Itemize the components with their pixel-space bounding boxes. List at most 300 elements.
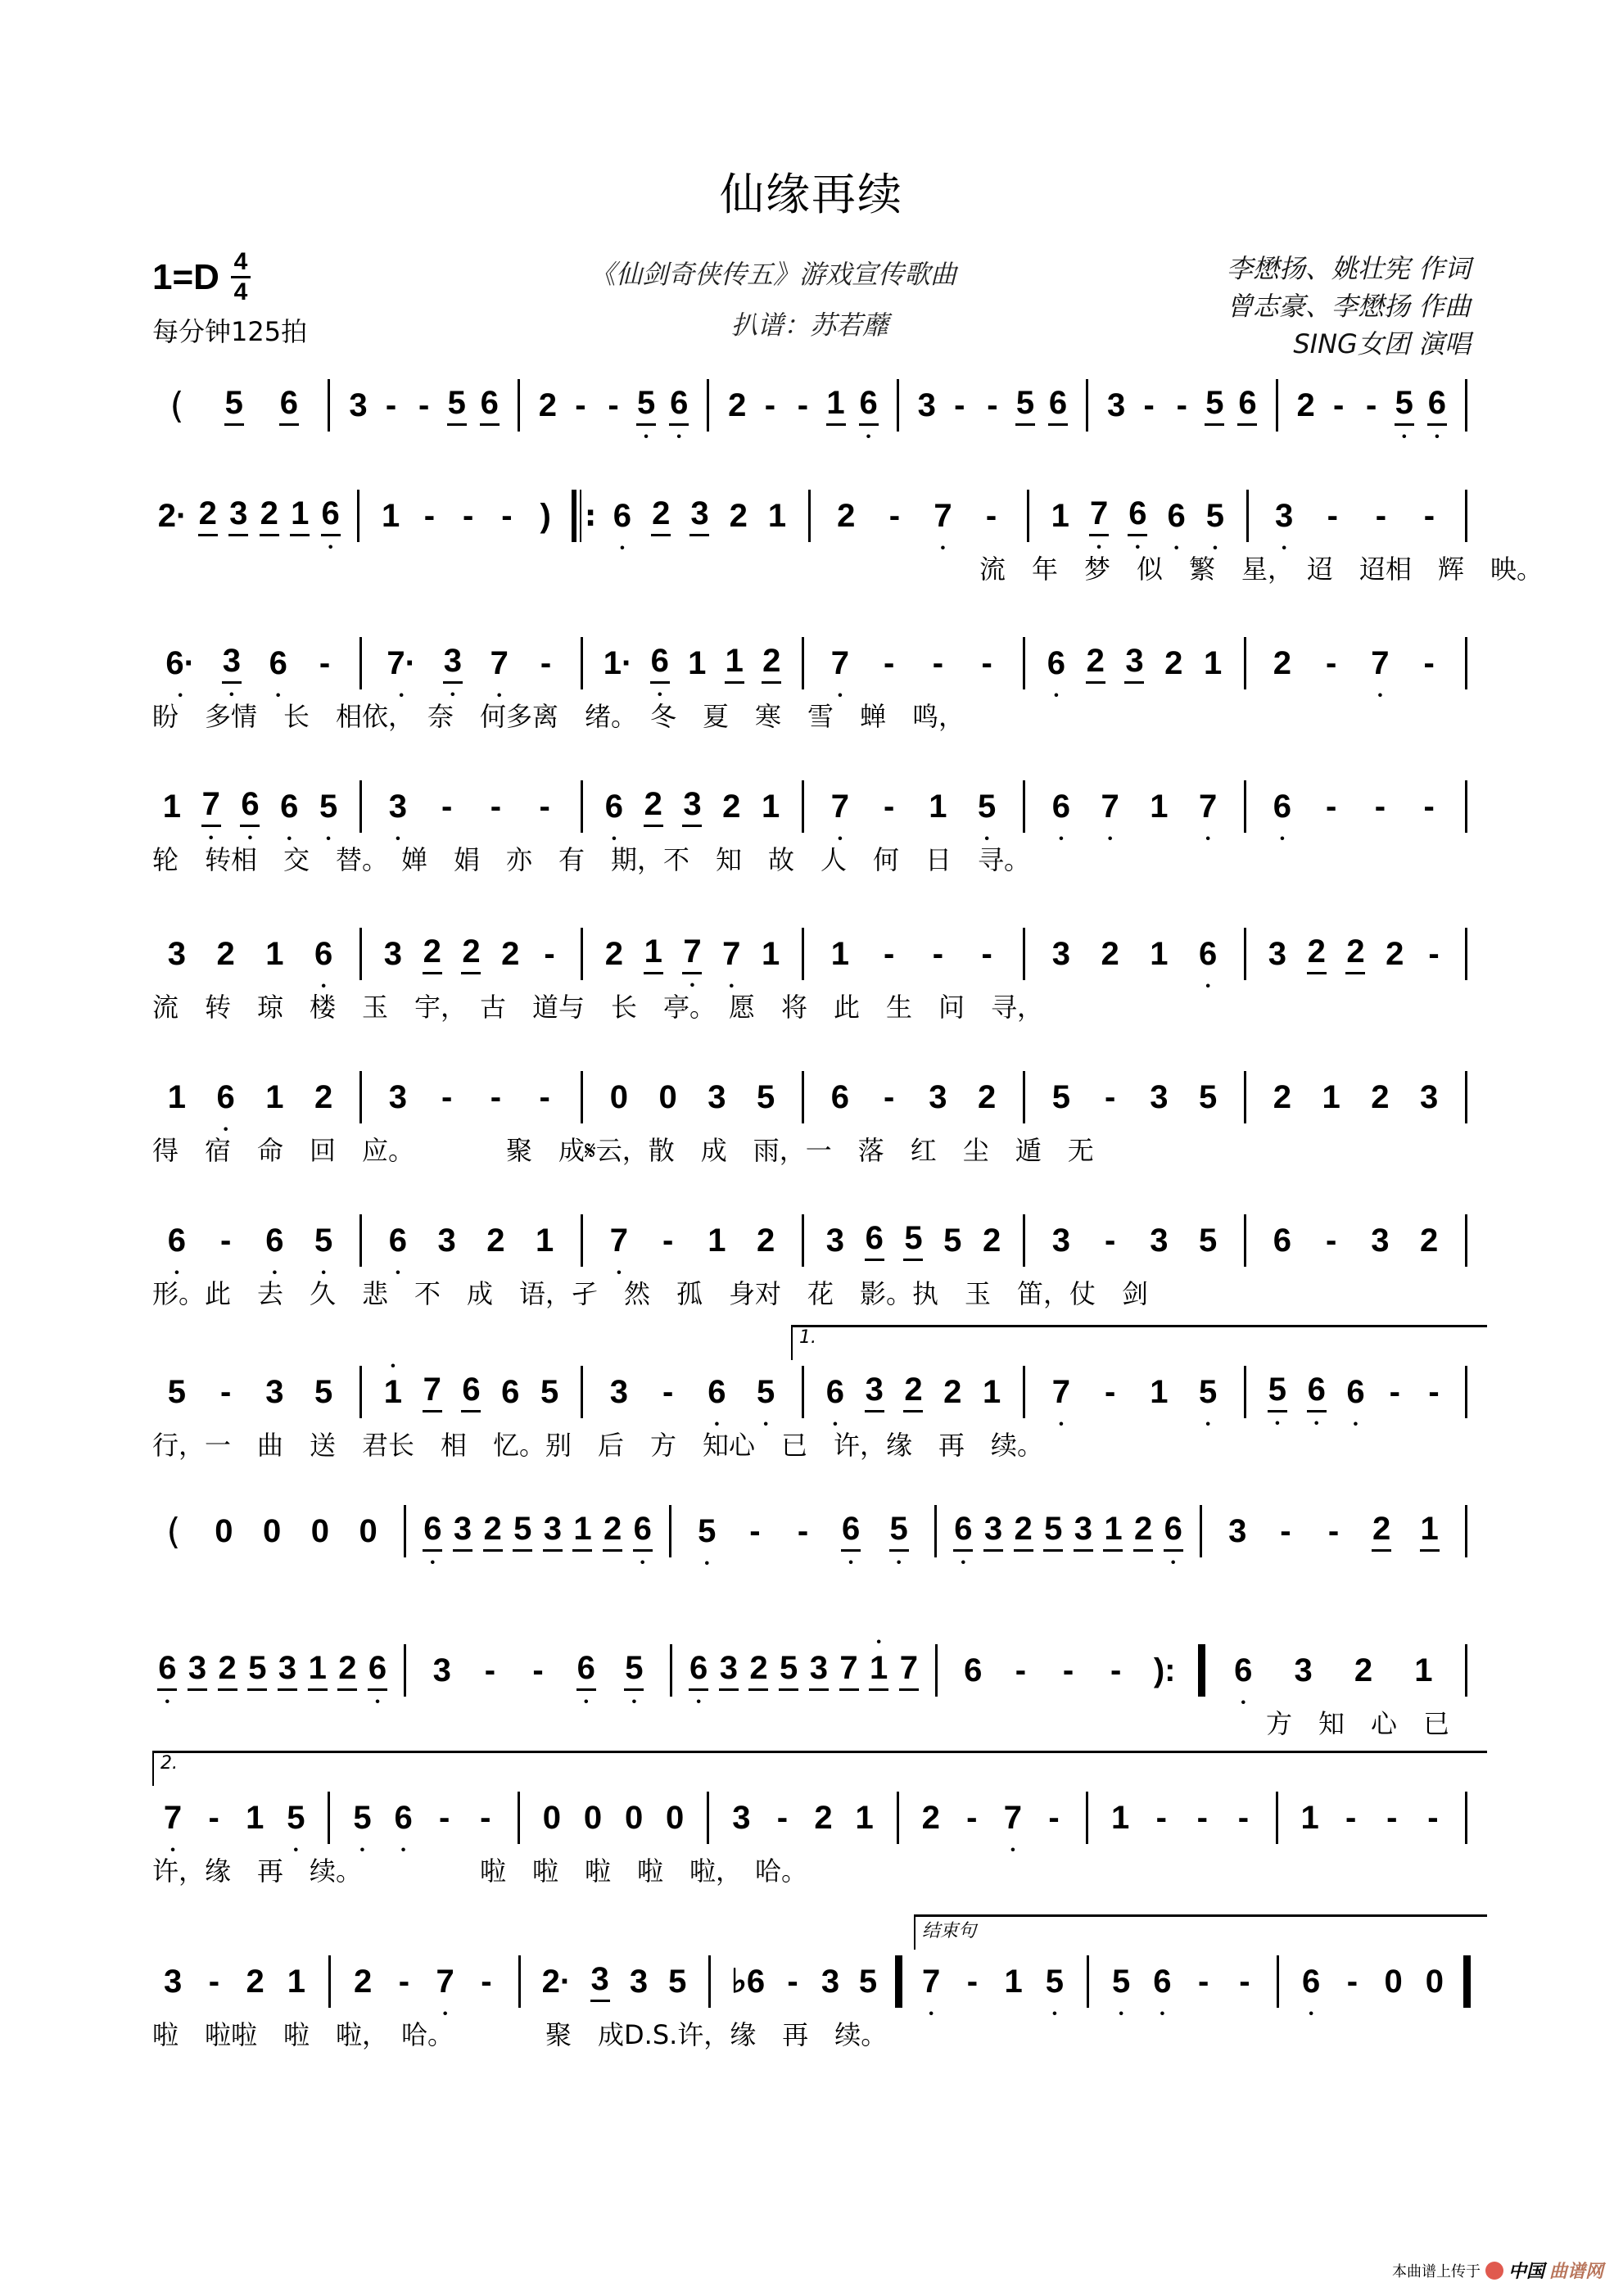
measure bbox=[532, 1949, 697, 2014]
measure bbox=[1100, 373, 1264, 438]
note: 2 bbox=[604, 935, 624, 972]
lyrics-line bbox=[152, 1564, 1479, 1605]
note: 6 bbox=[964, 1652, 983, 1688]
barline bbox=[802, 928, 804, 980]
barline bbox=[802, 1071, 804, 1123]
note: 2 bbox=[1273, 644, 1291, 681]
note: 3 bbox=[865, 1372, 884, 1412]
note: 2· bbox=[157, 497, 188, 534]
note: 5 • bbox=[352, 1800, 372, 1837]
note: 1 bbox=[290, 495, 310, 536]
note: 2 bbox=[260, 495, 279, 536]
note: 2 bbox=[748, 1650, 768, 1691]
repeat-start-barline: : bbox=[572, 490, 596, 542]
extension-dash: - bbox=[883, 935, 895, 972]
notes-row bbox=[152, 373, 1479, 438]
note: 7 • bbox=[830, 789, 850, 825]
note: 6 • bbox=[707, 1374, 726, 1411]
note: 7 • bbox=[921, 1964, 941, 2000]
measure bbox=[152, 1359, 348, 1425]
barline bbox=[359, 1214, 362, 1267]
note: 2 bbox=[762, 643, 781, 684]
note: 5 bbox=[903, 1220, 923, 1261]
time-signature-bottom: 4 bbox=[233, 278, 248, 305]
extension-dash: - bbox=[481, 1963, 492, 2000]
lyrics-line: 许，缘 再 续。 啦 啦 啦 啦 啦， 哈。 bbox=[152, 1855, 808, 1887]
extension-dash: - bbox=[662, 1222, 674, 1259]
measure bbox=[152, 774, 348, 839]
extension-dash: - bbox=[1196, 1799, 1208, 1836]
note: 3 bbox=[719, 1650, 739, 1691]
extension-dash: - bbox=[1375, 497, 1387, 534]
note: 6 • bbox=[689, 1650, 708, 1691]
note: 6 • bbox=[576, 1650, 596, 1691]
note: 7 • bbox=[1089, 495, 1109, 536]
note: 5 bbox=[1205, 385, 1224, 426]
note: 6 bbox=[1048, 385, 1068, 426]
barline bbox=[669, 1505, 671, 1557]
note: 3 bbox=[809, 1650, 829, 1691]
note: 3 bbox=[629, 1963, 649, 2000]
note: 2 bbox=[1420, 1222, 1439, 1259]
extension-dash: - bbox=[883, 1078, 895, 1115]
volta-bracket: 2. bbox=[152, 1751, 1487, 1786]
measure bbox=[373, 774, 569, 839]
volta-bracket: 1. bbox=[791, 1325, 1487, 1360]
measure bbox=[816, 1064, 1011, 1130]
note: ) bbox=[540, 497, 551, 534]
extension-dash: - bbox=[1325, 644, 1337, 681]
note: 3 bbox=[383, 935, 403, 972]
note: 2 bbox=[651, 495, 671, 536]
note: 2 bbox=[1386, 935, 1404, 972]
note: 1 bbox=[1103, 1511, 1123, 1552]
note: 3 • bbox=[1274, 498, 1294, 535]
extension-dash: - bbox=[1332, 386, 1345, 423]
note: 5 bbox=[447, 385, 467, 426]
note: 6 • bbox=[216, 1079, 236, 1116]
note: 1 bbox=[1420, 1511, 1440, 1552]
extension-dash: - bbox=[932, 644, 944, 681]
note: 3 bbox=[164, 1963, 183, 2000]
measure bbox=[531, 1785, 695, 1851]
extension-dash: - bbox=[981, 644, 992, 681]
note: 6 • bbox=[1427, 385, 1447, 426]
extension-dash: - bbox=[1386, 1799, 1398, 1836]
staff-line bbox=[152, 774, 1479, 880]
note: 5 • bbox=[1205, 498, 1225, 535]
note: 3 bbox=[1228, 1512, 1247, 1549]
note: 6 bbox=[1273, 1222, 1291, 1259]
note: 3 bbox=[590, 1961, 610, 2002]
measure bbox=[1037, 774, 1232, 839]
note: 6 • bbox=[953, 1511, 973, 1552]
note: 3 bbox=[1107, 386, 1126, 423]
notes-row bbox=[152, 1208, 1479, 1273]
barline bbox=[1465, 379, 1467, 432]
measure bbox=[373, 1064, 569, 1130]
measure bbox=[683, 1498, 923, 1564]
note: 0 bbox=[215, 1512, 233, 1549]
measure bbox=[1258, 630, 1453, 696]
lyrics-line: 方 知 心 已 bbox=[1266, 1708, 1450, 1739]
measure bbox=[816, 921, 1011, 987]
barline bbox=[518, 379, 520, 432]
note: 6 bbox=[865, 1220, 884, 1261]
note: 3 bbox=[825, 1222, 845, 1259]
note: 3 bbox=[821, 1963, 840, 2000]
measure bbox=[1258, 1208, 1453, 1273]
note: 1 bbox=[826, 385, 846, 426]
note: 2 bbox=[501, 935, 520, 972]
note: 1 bbox=[725, 643, 744, 684]
staff-line bbox=[152, 1498, 1479, 1605]
key-label: 1=D bbox=[152, 256, 219, 297]
note: 5 bbox=[224, 385, 244, 426]
extension-dash: - bbox=[1239, 1963, 1250, 2000]
note: ♭6 bbox=[730, 1964, 766, 2000]
staff-line bbox=[152, 1638, 1479, 1744]
barline bbox=[581, 1366, 583, 1418]
extension-dash: - bbox=[662, 1373, 674, 1410]
note: 7 • bbox=[163, 1800, 183, 1837]
note: 3 bbox=[1150, 1222, 1169, 1259]
measure bbox=[1260, 483, 1453, 549]
barline bbox=[581, 780, 583, 833]
barline bbox=[328, 1792, 330, 1844]
note: 2· bbox=[541, 1963, 572, 2000]
staff-line bbox=[152, 1208, 1479, 1314]
extension-dash: - bbox=[985, 497, 997, 534]
note: 3 bbox=[708, 1078, 726, 1115]
measure bbox=[152, 1638, 392, 1703]
extension-dash: - bbox=[219, 1373, 232, 1410]
note: 5 bbox=[513, 1511, 532, 1552]
extension-dash: - bbox=[1428, 935, 1440, 972]
note: 2 bbox=[218, 1650, 237, 1691]
note: 3 bbox=[1051, 935, 1070, 972]
note: 3 bbox=[1371, 1222, 1390, 1259]
note: 2 bbox=[1372, 1511, 1391, 1552]
extension-dash: - bbox=[441, 1078, 453, 1115]
measure bbox=[822, 483, 1015, 549]
note: 5 • bbox=[889, 1511, 909, 1552]
extension-dash: - bbox=[1423, 497, 1435, 534]
note: 6 bbox=[830, 1078, 849, 1115]
note: 6· • bbox=[165, 645, 195, 682]
extension-dash: - bbox=[208, 1799, 219, 1836]
note: 2 bbox=[1371, 1078, 1390, 1115]
measure bbox=[948, 1498, 1188, 1564]
note: 7 bbox=[423, 1372, 442, 1412]
note: 7 • bbox=[609, 1223, 629, 1259]
extension-dash: - bbox=[385, 386, 397, 423]
measure bbox=[1041, 483, 1234, 549]
barline bbox=[1465, 1505, 1467, 1557]
note: 1 bbox=[381, 497, 400, 534]
staff-line bbox=[152, 1753, 1479, 1891]
note: 3 bbox=[609, 1373, 628, 1410]
measure bbox=[684, 1638, 924, 1703]
extension-dash: - bbox=[954, 386, 965, 423]
staff-line bbox=[152, 483, 1544, 590]
note: 5 • bbox=[319, 789, 338, 825]
measure bbox=[152, 373, 316, 438]
extension-dash: - bbox=[1325, 1222, 1337, 1259]
barline bbox=[1465, 490, 1467, 542]
barline bbox=[1244, 1366, 1246, 1418]
extension-dash: - bbox=[418, 386, 430, 423]
barline bbox=[1244, 1214, 1246, 1267]
note: 5 bbox=[668, 1963, 687, 2000]
note: ): bbox=[1153, 1652, 1176, 1688]
extension-dash: - bbox=[776, 1799, 789, 1836]
measure bbox=[594, 1208, 790, 1273]
measure bbox=[911, 1785, 1074, 1851]
note: 2 bbox=[729, 497, 748, 534]
measure bbox=[722, 1949, 887, 2014]
extension-dash: - bbox=[787, 1963, 798, 2000]
barline bbox=[1023, 780, 1025, 833]
extension-dash: - bbox=[1062, 1652, 1074, 1688]
note: 7 • bbox=[682, 933, 702, 974]
measure bbox=[152, 630, 348, 696]
note: 6 • bbox=[1128, 495, 1147, 536]
note: 6 • bbox=[314, 936, 333, 973]
note: 6 • bbox=[1233, 1652, 1253, 1689]
note: 1 bbox=[1150, 788, 1169, 825]
note: 6 bbox=[501, 1373, 520, 1410]
barline bbox=[1200, 1505, 1202, 1557]
barline bbox=[1465, 780, 1467, 833]
extension-dash: - bbox=[1104, 1222, 1116, 1259]
note: 2 bbox=[337, 1650, 357, 1691]
time-signature bbox=[231, 250, 251, 305]
note: 7 bbox=[839, 1650, 859, 1691]
barline bbox=[1465, 1214, 1467, 1267]
note: 0 bbox=[542, 1799, 562, 1836]
barline bbox=[581, 928, 583, 980]
note: 2 bbox=[314, 1078, 333, 1115]
note: 5 • bbox=[314, 1223, 333, 1259]
lyrics-line: 流 转 琼 楼 玉 宇， 古 道与 长 亭。 愿 将 此 生 问 寻， bbox=[152, 992, 1044, 1023]
note: 1 bbox=[1150, 935, 1169, 972]
extension-dash: - bbox=[797, 386, 809, 423]
note: 1 bbox=[1322, 1078, 1340, 1115]
note: 5 • bbox=[624, 1650, 644, 1691]
note: 3 bbox=[167, 935, 186, 972]
note: 6 bbox=[1237, 385, 1257, 426]
note: 1 bbox=[162, 788, 182, 825]
extension-dash: - bbox=[883, 644, 895, 681]
note: 1 bbox=[644, 933, 663, 974]
brand-name-part2: 曲谱网 bbox=[1548, 2262, 1603, 2282]
note: 3 bbox=[917, 386, 936, 423]
extension-dash: - bbox=[208, 1963, 220, 2000]
note: 0 bbox=[1425, 1963, 1444, 2000]
note: 3 bbox=[1074, 1511, 1093, 1552]
note: 1 bbox=[246, 1799, 264, 1836]
barline bbox=[708, 1955, 711, 2008]
measure bbox=[816, 630, 1011, 696]
note: 7 bbox=[899, 1650, 919, 1691]
barline bbox=[359, 780, 362, 833]
note: 2 bbox=[216, 935, 235, 972]
lyrics-line: 形。此 去 久 悲 不 成 语，孑 然 孤 身对 花 影。执 玉 笛，仗 剑 bbox=[152, 1278, 1149, 1309]
barline bbox=[935, 1644, 938, 1697]
extension-dash: - bbox=[540, 644, 552, 681]
note: 6 • bbox=[1152, 1964, 1172, 2000]
note: 5 bbox=[540, 1373, 559, 1410]
measure bbox=[594, 1064, 790, 1130]
note: 7 • bbox=[436, 1964, 455, 2000]
barline bbox=[1027, 490, 1029, 542]
note: 2 bbox=[423, 933, 442, 974]
measure bbox=[1037, 1208, 1232, 1273]
upload-text: 本曲谱上传于 bbox=[1391, 2262, 1481, 2280]
barline bbox=[1465, 1071, 1467, 1123]
extension-dash: - bbox=[1155, 1799, 1167, 1836]
barline bbox=[1276, 1792, 1278, 1844]
note: 6 • bbox=[157, 1650, 177, 1691]
note: 6 bbox=[279, 385, 299, 426]
notes-row bbox=[152, 1064, 1479, 1130]
barline bbox=[1465, 637, 1467, 689]
notes-row bbox=[152, 1785, 1479, 1851]
extension-dash: - bbox=[1176, 386, 1187, 423]
note: 7 • bbox=[201, 786, 221, 827]
notes-row bbox=[152, 1638, 1479, 1703]
note: 2 bbox=[1014, 1511, 1033, 1552]
extension-dash: - bbox=[1345, 1799, 1357, 1836]
notes-row bbox=[152, 1949, 1479, 2014]
note: 3 bbox=[1268, 935, 1287, 972]
note: 1 bbox=[1300, 1799, 1319, 1836]
note: 0 bbox=[262, 1512, 282, 1549]
measure bbox=[531, 373, 695, 438]
note: 6 bbox=[480, 385, 500, 426]
notes-row bbox=[152, 483, 1479, 549]
note: 7 • bbox=[721, 936, 741, 973]
note: 5 bbox=[1199, 1078, 1218, 1115]
barline bbox=[359, 928, 362, 980]
extension-dash: - bbox=[764, 386, 776, 423]
barline bbox=[328, 379, 330, 432]
note: 6 • bbox=[167, 1223, 187, 1259]
note: 2 bbox=[461, 933, 481, 974]
measure bbox=[949, 1638, 1189, 1703]
measure bbox=[1214, 1498, 1453, 1564]
measure bbox=[418, 1638, 658, 1703]
measure bbox=[816, 1208, 1011, 1273]
tempo-marking: 每分钟125拍 bbox=[152, 316, 308, 347]
barline bbox=[357, 490, 359, 542]
note: 1 bbox=[761, 788, 780, 825]
note: 3 bbox=[1420, 1078, 1439, 1115]
extension-dash: - bbox=[1197, 1963, 1209, 2000]
note: 6 • bbox=[423, 1511, 442, 1552]
measure bbox=[911, 373, 1074, 438]
extension-dash: - bbox=[319, 644, 331, 681]
note: 0 bbox=[609, 1078, 628, 1115]
barline bbox=[897, 379, 899, 432]
note: 2 bbox=[483, 1511, 503, 1552]
note: 1 bbox=[1111, 1799, 1130, 1836]
song-subtitle: 《仙剑奇侠传五》游戏宣传歌曲 bbox=[590, 259, 957, 290]
notes-row bbox=[152, 1498, 1479, 1564]
barline bbox=[1086, 1792, 1088, 1844]
note: 5 • bbox=[1045, 1964, 1065, 2000]
note: 6 • bbox=[1167, 498, 1187, 535]
brand-name-part1: 中国 bbox=[1508, 2262, 1544, 2282]
measure bbox=[721, 1785, 884, 1851]
parenthesis: ( bbox=[166, 1510, 181, 1553]
note: 3 bbox=[1150, 1078, 1169, 1115]
note: 2 bbox=[1354, 1652, 1373, 1688]
note: 2 bbox=[354, 1963, 373, 2000]
barline bbox=[1465, 1644, 1467, 1697]
note: 1 bbox=[982, 1373, 1001, 1410]
extension-dash: - bbox=[532, 1652, 544, 1688]
measure bbox=[1100, 1785, 1264, 1851]
barline bbox=[802, 780, 804, 833]
note: 0 bbox=[624, 1799, 644, 1836]
note: 5 bbox=[943, 1222, 962, 1259]
note: 0 bbox=[658, 1078, 677, 1115]
measure bbox=[373, 1359, 569, 1425]
note: 3 bbox=[1124, 643, 1144, 684]
note: 6 • bbox=[1047, 645, 1066, 682]
barline bbox=[581, 1214, 583, 1267]
note: 2 bbox=[198, 495, 218, 536]
extension-dash: - bbox=[608, 386, 619, 423]
barline bbox=[1246, 490, 1249, 542]
staff-line bbox=[152, 630, 1479, 737]
note: 1 bbox=[1414, 1652, 1433, 1688]
note: 2 bbox=[1273, 1078, 1291, 1115]
measure bbox=[152, 1785, 316, 1851]
measure bbox=[1258, 1064, 1453, 1130]
measure bbox=[594, 921, 790, 987]
note: 2 bbox=[1307, 933, 1327, 974]
note: 2 bbox=[644, 786, 663, 827]
extension-dash: - bbox=[1423, 788, 1435, 825]
note: 2 bbox=[943, 1373, 962, 1410]
measure bbox=[1290, 1785, 1453, 1851]
performer-credit: SING女团 演唱 bbox=[1293, 328, 1471, 359]
note: 2 bbox=[982, 1222, 1001, 1259]
barline bbox=[404, 1644, 406, 1697]
measure bbox=[373, 921, 569, 987]
note: 5 • bbox=[286, 1800, 305, 1837]
extension-dash: - bbox=[438, 1799, 450, 1836]
parenthesis: ( bbox=[170, 384, 184, 427]
note: 1 bbox=[572, 1511, 592, 1552]
note: 6 • bbox=[1301, 1964, 1321, 2000]
note: 5 bbox=[1043, 1511, 1063, 1552]
measure bbox=[816, 1359, 1011, 1425]
barline bbox=[518, 1955, 521, 2008]
note: 3 bbox=[432, 1652, 451, 1688]
lyrics-line: 行，一 曲 送 君长 相 忆。别 后 方 知心 已 许，缘 再 续。 bbox=[152, 1430, 1044, 1461]
key-signature bbox=[152, 250, 251, 305]
extension-dash: - bbox=[1389, 1373, 1400, 1410]
extension-dash: - bbox=[1104, 1078, 1116, 1115]
note: 2 bbox=[1086, 643, 1105, 684]
barline bbox=[404, 1505, 406, 1557]
extension-dash: - bbox=[539, 1078, 550, 1115]
note: 5 • bbox=[636, 385, 656, 426]
